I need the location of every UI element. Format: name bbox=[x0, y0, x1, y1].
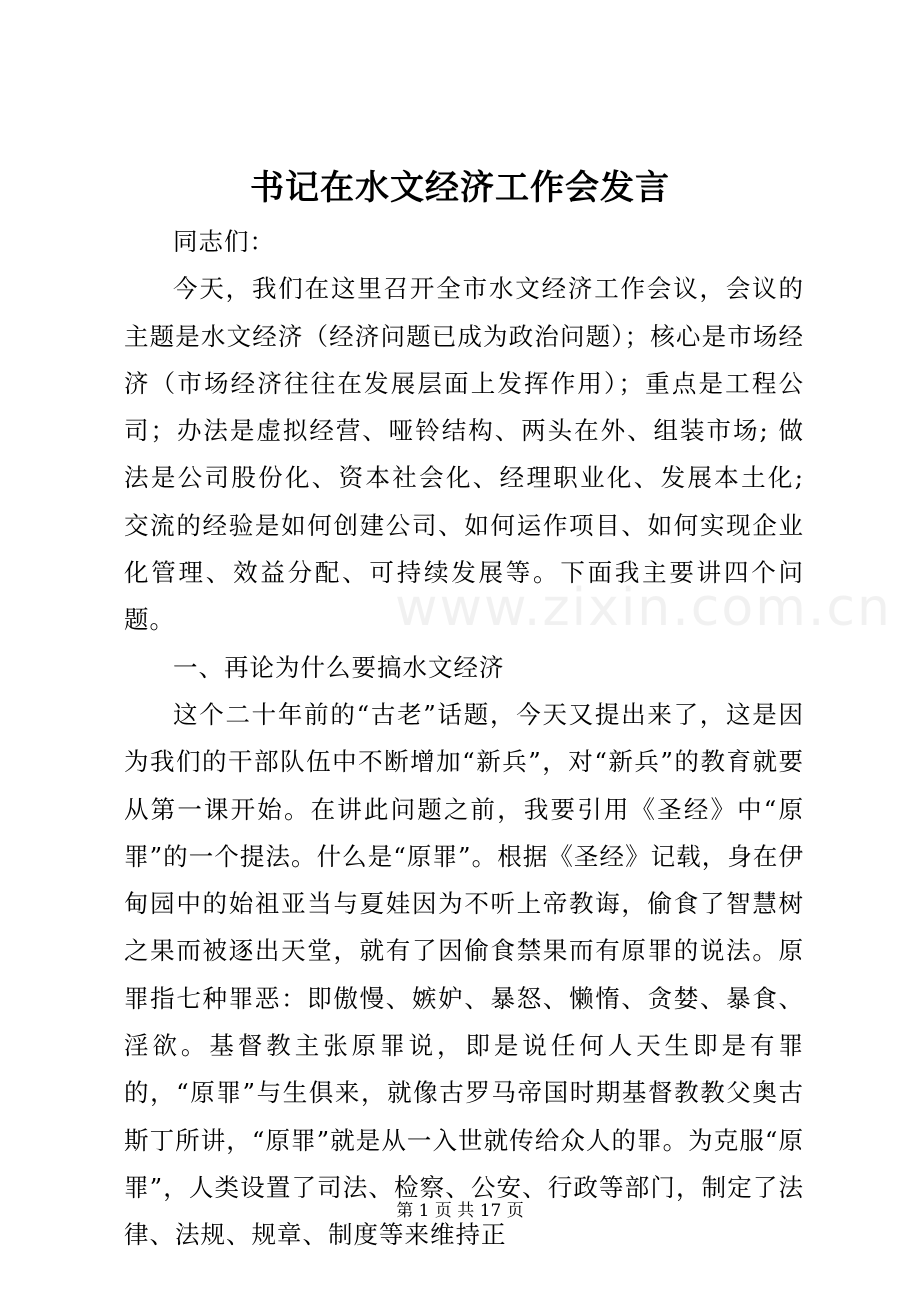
page-footer: 第 1 页 共 17 页 bbox=[396, 1201, 524, 1221]
document-title: 书记在水文经济工作会发言 bbox=[250, 168, 670, 208]
body-paragraph: 今天，我们在这里召开全市水文经济工作会议，会议的主题是水文经济（经济问题已成为政治问题）；核心是市场经济（市场经济往往在发展层面上发挥作用）；重点是工程公司；办法是虚拟经营、哑铃结构、两头在外、组装市场; 做法是公司股份化、资本社会化、经理职业化、发展本土化; 交流的经验是如何创建公司、如何运作项目、如何实现企业化管理、效益分配、可持续发展等。下面我主要讲四个问题。 bbox=[124, 274, 804, 635]
document-body bbox=[124, 218, 804, 1259]
section-heading: 一、再论为什么要搞水文经济 bbox=[173, 652, 505, 682]
body-paragraph: 这个二十年前的“古老”话题，今天又提出来了，这是因为我们的干部队伍中不断增加“新兵”，对“新兵”的教育就要从第一课开始。在讲此问题之前，我要引用《圣经》中“原罪”的一个提法。什么是“原罪”。根据《圣经》记载，身在伊甸园中的始祖亚当与夏娃因为不听上帝教诲，偷食了智慧树之果而被逐出天堂，就有了因偷食禁果而有原罪的说法。原罪指七种罪恶：即傲慢、嫉妒、暴怒、懒惰、贪婪、暴食、淫欲。基督教主张原罪说，即是说任何人天生即是有罪的，“原罪”与生俱来，就像古罗马帝国时期基督教教父奥古斯丁所讲，“原罪”就是从一入世就传给众人的罪。为克服“原罪”，人类设置了司法、检察、公安、行政等部门，制定了法律、法规、规章、制度等来维持正 bbox=[124, 699, 804, 1250]
salutation-paragraph: 同志们： bbox=[173, 227, 275, 256]
watermark: www.zixin.com.cn bbox=[395, 578, 892, 638]
